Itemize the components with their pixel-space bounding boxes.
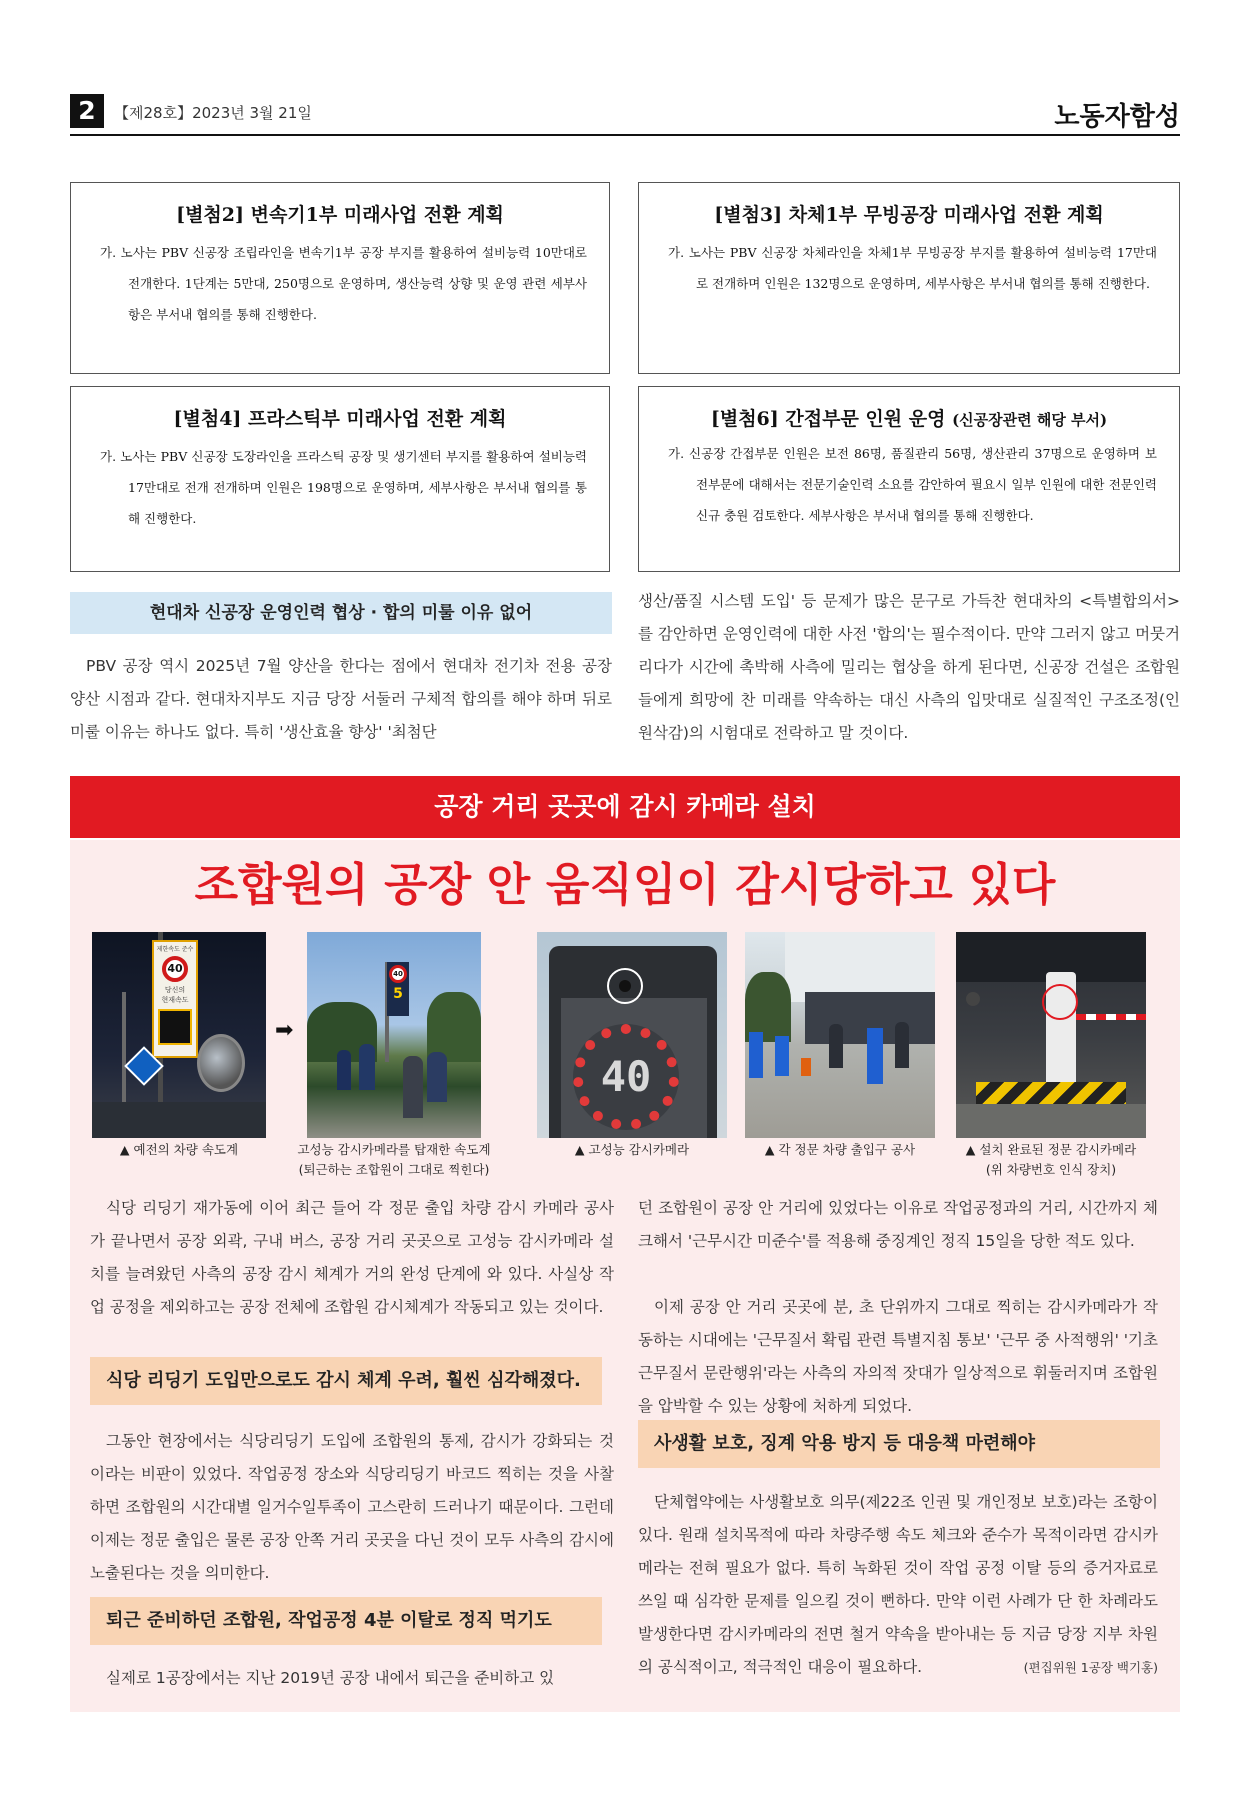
byline: (편집위원 1공장 백기홍) — [1023, 1660, 1158, 1675]
sign-text: 당신의 — [164, 986, 186, 994]
addendum-body: 가. 노사는 PBV 신공장 차체라인을 차체1부 무빙공장 부지를 활용하여 설비능력 17만대로 전개하며 인원은 132명으로 운영하며, 세부사항은 부서내 협의를 통해 진행한다. — [668, 245, 1157, 291]
addendum-body: 가. 신공장 간접부문 인원은 보전 86명, 품질관리 56명, 생산관리 37명으로 운영하며 보전부문에 대해서는 전문기술인력 소요를 감안하여 필요시 일부 인원에 대한 전문인력 신규 충원 검토한다. 세부사항은 부서내 협의를 통해 진행한다. — [668, 446, 1157, 523]
feature-conclusion: 단체협약에는 사생활보호 의무(제22조 인권 및 개인정보 보호)라는 조항이 있다. 원래 설치목적에 따라 차량주행 속도 체크와 준수가 목적이라면 감시카메라는 전혀 필요가 없다. 특히 녹화된 것이 작업 공정 이탈 등의 증거자료로 쓰일 때 심각한 문제를 일으킬 것이 뻔하다. 만약 이런 사례가 단 한 차례라도 발생한다면 감시카메라의 전면 철거 약속을 받아내는 등 지금 당장 지부 차원의 공식적이고, 적극적인 대응이 필요하다. (편집위원 1공장 백기홍) — [638, 1486, 1158, 1684]
photo-caption: ▲ 고성능 감시카메라 — [574, 1142, 690, 1157]
camera-highlight-icon — [1042, 984, 1078, 1020]
addendum-title: [별첨3] 차체1부 무빙공장 미래사업 전환 계획 — [714, 204, 1104, 226]
speed-limit-icon: 40 — [389, 965, 407, 983]
addendum-box-2 — [70, 182, 610, 374]
speed-limit-icon: 40 — [162, 956, 188, 982]
photo-gate-construction — [745, 932, 935, 1138]
addendum-title: [별첨4] 프라스틱부 미래사업 전환 계획 — [173, 408, 507, 430]
feature-bar-title: 공장 거리 곳곳에 감시 카메라 설치 — [70, 776, 1180, 838]
addendum-title-note: (신공장관련 해당 부서) — [952, 411, 1108, 429]
photo-old-speed-sign — [92, 932, 266, 1138]
feature-subheading-1: 식당 리딩기 도입만으로도 감시 체계 우려, 훨씬 심각해졌다. — [90, 1357, 602, 1405]
article-column-1: PBV 공장 역시 2025년 7월 양산을 한다는 점에서 현대차 전기차 전용 공장 양산 시점과 같다. 현대차지부도 지금 당장 서둘러 구체적 합의를 해야 하며 뒤로 미룰 이유는 하나도 없다. 특히 '생산효율 향상' '최첨단 — [70, 657, 612, 741]
article-heading: 현대차 신공장 운영인력 협상 · 합의 미룰 이유 없어 — [70, 592, 612, 634]
camera-lens-icon — [607, 968, 643, 1004]
feature-paragraph: 던 조합원이 공장 안 거리에 있었다는 이유로 작업공정과의 거리, 시간까지 체크해서 '근무시간 미준수'를 적용해 중징계인 정직 15일을 당한 적도 있다. — [638, 1199, 1158, 1250]
sign-text: 5 — [393, 986, 403, 1002]
addendum-title: [별첨6] 간접부문 인원 운영 (신공장관련 해당 부서) — [710, 408, 1108, 430]
feature-paragraph: 이제 공장 안 거리 곳곳에 분, 초 단위까지 그대로 찍히는 감시카메라가 작동하는 시대에는 '근무질서 확립 관련 특별지침 통보' '근무 중 사적행위' '기초근무질서 문란행위'라는 사측의 자의적 잣대가 일상적으로 휘둘러지며 조합원을 압박할 수 있는 상황에 처하게 되었다. — [638, 1298, 1158, 1415]
led-speed-display: 40 — [573, 1024, 679, 1130]
photo-caption: ▲ 각 정문 차량 출입구 공사 — [764, 1142, 916, 1157]
feature-paragraph: 실제로 1공장에서는 지난 2019년 공장 내에서 퇴근을 준비하고 있 — [106, 1669, 555, 1687]
page-header — [70, 94, 1180, 134]
photo-caption: ▲ 설치 완료된 정문 감시카메라 (위 차량번호 인식 장치) — [965, 1142, 1137, 1177]
photo-caption: 고성능 감시카메라를 탑재한 속도계 (퇴근하는 조합원이 그대로 찍힌다) — [297, 1142, 491, 1177]
feature-subheading-3: 사생활 보호, 징계 악용 방지 등 대응책 마련해야 — [638, 1420, 1160, 1468]
newspaper-name: 노동자함성 — [1054, 102, 1180, 132]
addendum-body: 가. 노사는 PBV 신공장 조립라인을 변속기1부 공장 부지를 활용하여 설비능력 10만대로 전개한다. 1단계는 5만대, 250명으로 운영하며, 생산능력 상향 및 운영 관련 세부사항은 부서내 협의를 통해 진행한다. — [100, 245, 587, 322]
feature-subheading-2: 퇴근 준비하던 조합원, 작업공정 4분 이탈로 정직 먹기도 — [90, 1597, 602, 1645]
addendum-body: 가. 노사는 PBV 신공장 도장라인을 프라스틱 공장 및 생기센터 부지를 활용하여 설비능력 17만대로 전개 전개하며 인원은 198명으로 운영하며, 세부사항은 부서내 협의를 통해 진행한다. — [100, 449, 587, 526]
page-number: 2 — [70, 94, 104, 128]
photo-new-speed-sign — [307, 932, 481, 1138]
photo-caption: ▲ 예전의 차량 속도계 — [119, 1142, 239, 1157]
feature-paragraph: 그동안 현장에서는 식당리딩기 도입에 조합원의 통제, 감시가 강화되는 것이라는 비판이 있었다. 작업공정 장소와 식당리딩기 바코드 찍히는 것을 사찰하면 조합원의 시간대별 일거수일투족이 고스란히 드러나기 때문이다. 그런데 이제는 정문 출입은 물론 공장 안쪽 거리 곳곳을 다닌 것이 모두 사측의 감시에 노출된다는 것을 의미한다. — [90, 1432, 614, 1582]
arrow-right-icon: ➡ — [275, 1018, 294, 1043]
addendum-box-3 — [638, 182, 1180, 374]
feature-intro: 식당 리딩기 재가동에 이어 최근 들어 각 정문 출입 차량 감시 카메라 공사가 끝나면서 공장 외곽, 구내 버스, 공장 거리 곳곳으로 고성능 감시카메라 설치를 늘려왔던 사측의 공장 감시 체계가 거의 완성 단계에 와 있다. 사실상 작업 공정을 제외하고는 공장 전체에 조합원 감시체계가 작동되고 있는 것이다. — [90, 1199, 614, 1316]
addendum-box-4 — [70, 386, 610, 572]
feature-main-title: 조합원의 공장 안 움직임이 감시당하고 있다 — [194, 858, 1056, 911]
sign-text: 제한속도 준수 — [156, 946, 194, 953]
header-rule — [70, 134, 1180, 136]
photo-surveillance-camera — [537, 932, 727, 1138]
photo-gate-camera — [956, 932, 1146, 1138]
article-column-2: 생산/품질 시스템 도입' 등 문제가 많은 문구로 가득찬 현대차의 <특별합의서>를 감안하면 운영인력에 대한 사전 '합의'는 필수적이다. 만약 그러지 않고 머뭇거리다가 시간에 촉박해 사측에 밀리는 협상을 하게 된다면, 신공장 건설은 조합원들에게 희망에 찬 미래를 약속하는 대신 사측의 입맛대로 실질적인 구조조정(인원삭감)의 시험대로 전락하고 말 것이다. — [638, 592, 1180, 742]
addendum-box-6 — [638, 386, 1180, 572]
sign-text: 현재속도 — [161, 996, 189, 1004]
issue-date: 【제28호】2023년 3월 21일 — [114, 104, 312, 122]
addendum-title: [별첨2] 변속기1부 미래사업 전환 계획 — [176, 204, 504, 226]
